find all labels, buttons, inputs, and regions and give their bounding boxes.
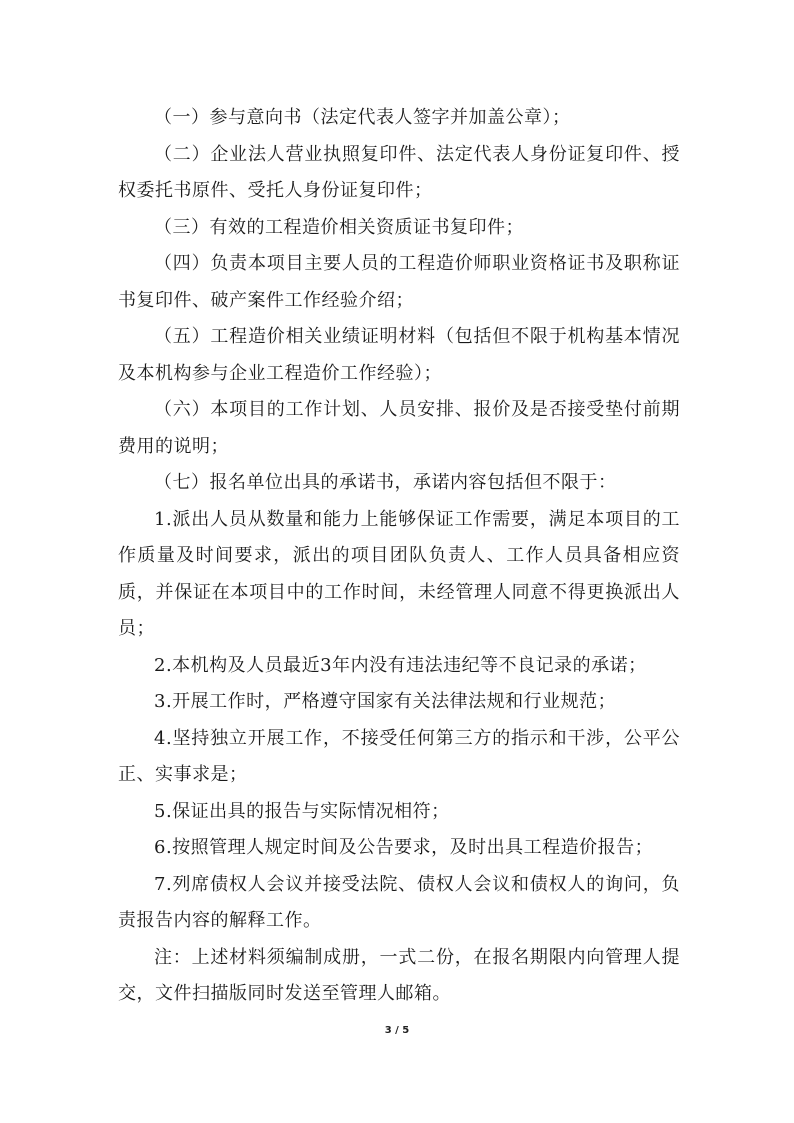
paragraph-item-1: （一）参与意向书（法定代表人签字并加盖公章）； (154, 107, 571, 128)
paragraph-item-7: （七）报名单位出具的承诺书，承诺内容包括但不限于： (154, 472, 617, 493)
commitment-item-1: 1.派出人员从数量和能力上能够保证工作需要，满足本项目的工作质量及时间要求，派出的项目团队负责人、工作人员具备相应资质，并保证在本项目中的工作时间，未经管理人同意不得更换派出人员； (118, 508, 680, 639)
paragraph-item-2: （二）企业法人营业执照复印件、法定代表人身份证复印件、授权委托书原件、受托人身份证复印件； (118, 143, 680, 201)
page-number: 3 / 5 (384, 1025, 410, 1036)
paragraph-item-3: （三）有效的工程造价相关资质证书复印件； (154, 216, 524, 238)
paragraph-item-5: （五）工程造价相关业绩证明材料（包括但不限于机构基本情况及本机构参与企业工程造价工作经验）； (118, 326, 680, 384)
commitment-item-4: 4.坚持独立开展工作，不接受任何第三方的指示和干涉，公平公正、实事求是； (118, 727, 680, 785)
commitment-item-5: 5.保证出具的报告与实际情况相符； (154, 800, 450, 822)
paragraph-item-6: （六）本项目的工作计划、人员安排、报价及是否接受垫付前期费用的说明； (118, 399, 680, 457)
commitment-item-6: 6.按照管理人规定时间及公告要求，及时出具工程造价报告； (154, 837, 654, 858)
paragraph-item-4: （四）负责本项目主要人员的工程造价师职业资格证书及职称证书复印件、破产案件工作经验介绍； (118, 253, 680, 311)
commitment-item-7: 7.列席债权人会议并接受法院、债权人会议和债权人的询问，负责报告内容的解释工作。 (118, 873, 680, 931)
note-paragraph: 注：上述材料须编制成册，一式二份，在报名期限内向管理人提交，文件扫描版同时发送至管理人邮箱。 (118, 946, 680, 1004)
document-body (118, 100, 680, 1013)
commitment-item-3: 3.开展工作时，严格遵守国家有关法律法规和行业规范； (154, 691, 617, 712)
commitment-item-2: 2.本机构及人员最近3年内没有违法违纪等不良记录的承诺； (154, 654, 647, 676)
